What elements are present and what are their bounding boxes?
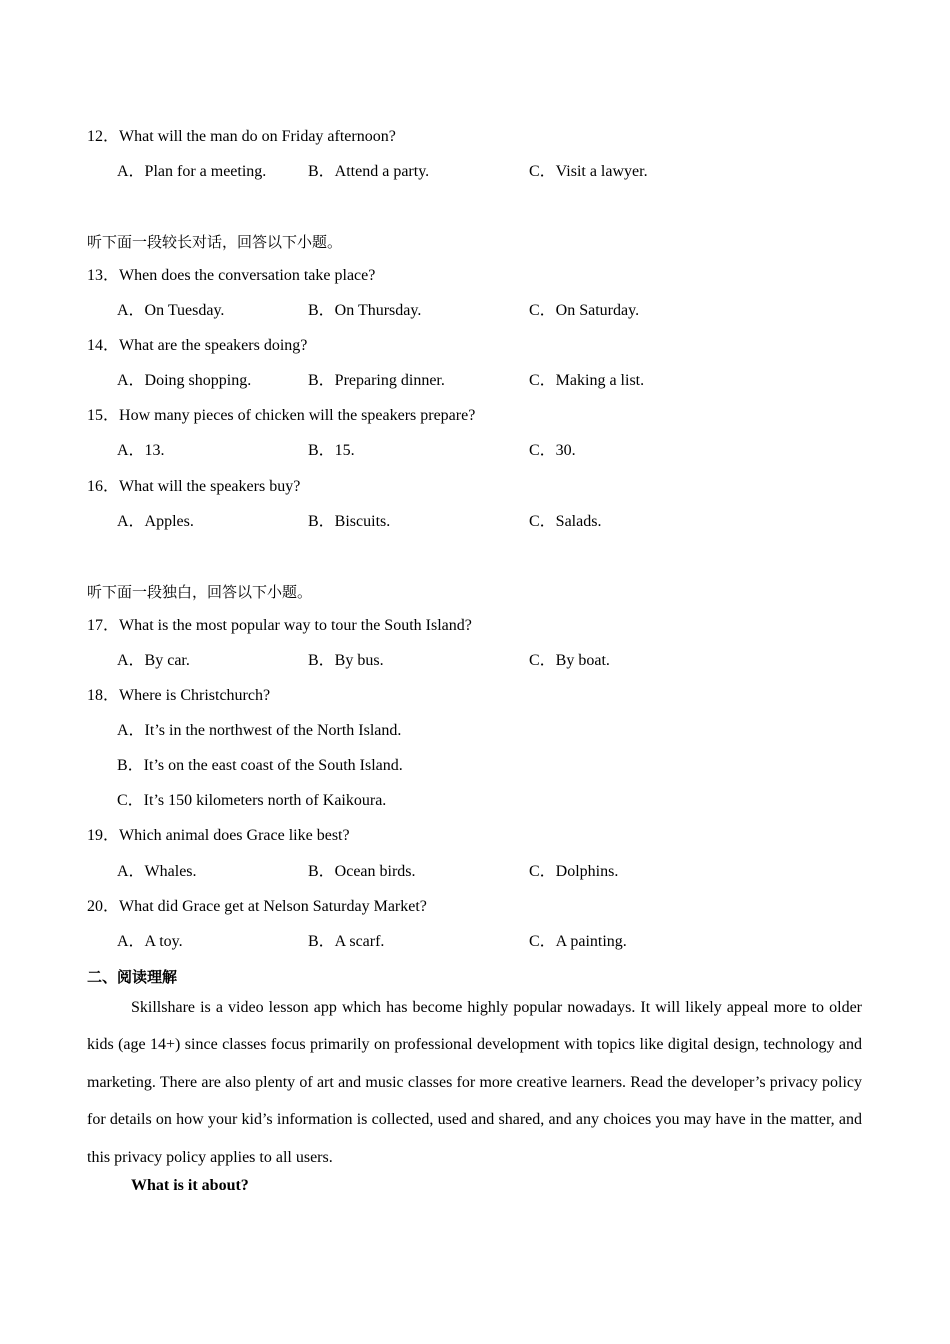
- option-b: B．Attend a party.: [308, 163, 430, 180]
- question-text: What will the speakers buy?: [119, 478, 301, 495]
- question-number: 13．: [87, 267, 120, 284]
- question-number: 18．: [87, 687, 120, 704]
- option-a: A．Apples.: [117, 513, 194, 530]
- question-number: 20．: [87, 898, 120, 915]
- option-c: C．Dolphins.: [529, 863, 619, 880]
- option-c: C．30.: [529, 442, 576, 459]
- question-text: When does the conversation take place?: [119, 267, 376, 284]
- question-14: [87, 335, 307, 357]
- question-14-options: [0, 370, 950, 392]
- question-20: [87, 896, 427, 918]
- option-b: B．A scarf.: [308, 933, 385, 950]
- question-17-options: [0, 650, 950, 672]
- option-a: A．By car.: [117, 652, 190, 669]
- question-15: [87, 405, 475, 427]
- subheading: What is it about?: [131, 1177, 249, 1194]
- option-a: A．Plan for a meeting.: [117, 163, 267, 180]
- question-text: What did Grace get at Nelson Saturday Market?: [119, 898, 427, 915]
- option-a: A．13.: [117, 442, 165, 459]
- option-a: A．A toy.: [117, 933, 183, 950]
- question-20-options: [0, 931, 950, 953]
- question-18: [87, 685, 270, 707]
- option-c: C．A painting.: [529, 933, 627, 950]
- option-c: C．Making a list.: [529, 372, 645, 389]
- section-heading: 二、阅读理解: [87, 968, 178, 986]
- question-19-options: [0, 861, 950, 883]
- option-c: C．Visit a lawyer.: [529, 163, 648, 180]
- option-b: B．Biscuits.: [308, 513, 391, 530]
- question-16-options: [0, 511, 950, 533]
- long-dialogue-instruction: 听下面一段较长对话，回答以下小题。: [87, 233, 343, 251]
- option-c: C．It’s 150 kilometers north of Kaikoura.: [117, 792, 387, 809]
- option-b: B．Ocean birds.: [308, 863, 416, 880]
- option-b: B．15.: [308, 442, 355, 459]
- question-number: 17．: [87, 617, 120, 634]
- question-19: [87, 825, 350, 847]
- option-b: B．On Thursday.: [308, 302, 422, 319]
- question-text: Which animal does Grace like best?: [119, 827, 350, 844]
- option-a: A．Whales.: [117, 863, 197, 880]
- question-12: [87, 126, 396, 148]
- question-12-options: [0, 161, 950, 183]
- question-number: 15．: [87, 407, 120, 424]
- reading-passage: Skillshare is a video lesson app which has become highly popular nowadays. It will likely appeal more to older kids (age 14+) since classes focus primarily on professional development with topics like digital design, technology and marketing. There are also plenty of art and music classes for more creative learners. Read the developer’s privacy policy for details on how your kid’s information is collected, used and shared, and any choices you may have in the matter, and this privacy policy applies to all users.: [87, 999, 862, 1166]
- question-number: 16．: [87, 478, 120, 495]
- monologue-instruction: 听下面一段独白，回答以下小题。: [87, 583, 313, 601]
- question-number: 19．: [87, 827, 120, 844]
- option-b: B．Preparing dinner.: [308, 372, 445, 389]
- question-13-options: [0, 300, 950, 322]
- question-text: How many pieces of chicken will the speakers prepare?: [119, 407, 476, 424]
- option-a: A．On Tuesday.: [117, 302, 225, 319]
- question-13: [87, 265, 375, 287]
- question-16: [87, 476, 300, 498]
- option-b: B．It’s on the east coast of the South Island.: [117, 757, 403, 774]
- question-number: 14．: [87, 337, 120, 354]
- option-c: C．Salads.: [529, 513, 602, 530]
- question-17: [87, 615, 472, 637]
- question-text: What is the most popular way to tour the South Island?: [119, 617, 472, 634]
- option-a: A．It’s in the northwest of the North Island.: [117, 722, 402, 739]
- option-c: C．On Saturday.: [529, 302, 640, 319]
- question-text: What are the speakers doing?: [119, 337, 308, 354]
- question-text: Where is Christchurch?: [119, 687, 271, 704]
- option-c: C．By boat.: [529, 652, 610, 669]
- question-number: 12．: [87, 128, 120, 145]
- question-15-options: [0, 440, 950, 462]
- question-text: What will the man do on Friday afternoon?: [119, 128, 396, 145]
- option-b: B．By bus.: [308, 652, 384, 669]
- option-a: A．Doing shopping.: [117, 372, 252, 389]
